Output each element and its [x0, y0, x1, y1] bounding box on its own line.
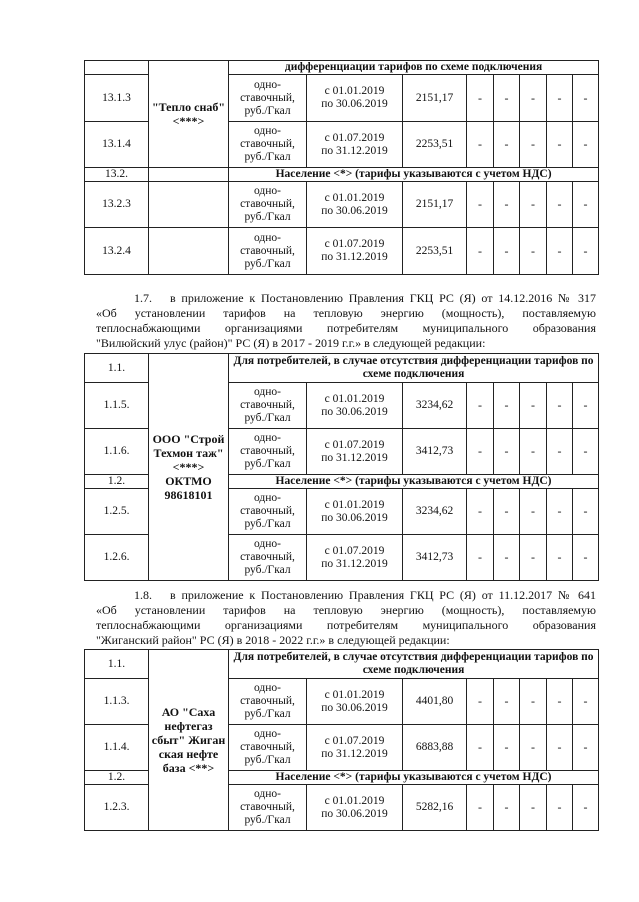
tariff-table-3 [84, 649, 599, 831]
section-header: Население <*> (тарифы указываются с учетом НДС) [229, 168, 599, 182]
empty-value: - [573, 383, 599, 429]
tariff-value: 5282,16 [403, 785, 467, 831]
empty-value: - [573, 785, 599, 831]
row-number [85, 61, 149, 75]
unit-cell: одно- ставочный, руб./Гкал [229, 228, 307, 275]
row-number: 13.1.3 [85, 75, 149, 122]
empty-value: - [547, 785, 573, 831]
tariff-table-2 [84, 353, 599, 581]
empty-value: - [520, 122, 547, 168]
row-number: 1.2. [85, 475, 149, 489]
row-number: 1.1.5. [85, 383, 149, 429]
organization-cell [149, 228, 229, 275]
row-number: 1.1.4. [85, 725, 149, 771]
empty-value: - [547, 489, 573, 535]
empty-value: - [494, 383, 520, 429]
unit-cell: одно- ставочный, руб./Гкал [229, 725, 307, 771]
table-row [85, 182, 599, 228]
empty-value: - [494, 725, 520, 771]
unit-cell: одно- ставочный, руб./Гкал [229, 383, 307, 429]
period-cell: с 01.07.2019 по 31.12.2019 [307, 535, 403, 581]
empty-value: - [520, 725, 547, 771]
organization-name: АО "Саха нефтегаз сбыт" Жиган ская нефте база <**> [149, 650, 229, 831]
empty-value: - [467, 228, 494, 275]
empty-value: - [520, 535, 547, 581]
amendment-paragraph-1-8 [96, 588, 596, 648]
paragraph-number: 1.8. [134, 588, 152, 602]
empty-value: - [520, 383, 547, 429]
empty-value: - [547, 75, 573, 122]
tariff-table-1 [84, 60, 599, 275]
period-cell: с 01.01.2019 по 30.06.2019 [307, 383, 403, 429]
unit-cell: одно- ставочный, руб./Гкал [229, 679, 307, 725]
table-row [85, 168, 599, 182]
row-number: 1.1. [85, 354, 149, 383]
paragraph-line: теплоснабжающими организациями потребителям муниципального образования [96, 321, 596, 335]
table-row [85, 61, 599, 75]
empty-value: - [494, 75, 520, 122]
row-number: 13.2.3 [85, 182, 149, 228]
tariff-value: 3412,73 [403, 429, 467, 475]
table-row [85, 650, 599, 679]
period-cell: с 01.07.2019 по 31.12.2019 [307, 429, 403, 475]
empty-value: - [573, 182, 599, 228]
empty-value: - [520, 429, 547, 475]
empty-value: - [547, 228, 573, 275]
tariff-value: 2151,17 [403, 182, 467, 228]
unit-cell: одно- ставочный, руб./Гкал [229, 785, 307, 831]
empty-value: - [573, 489, 599, 535]
paragraph-line: 1.8. в приложение к Постановлению Правления ГКЦ РС (Я) от 11.12.2017 № 641 [134, 588, 596, 602]
empty-value: - [467, 725, 494, 771]
empty-value: - [520, 489, 547, 535]
paragraph-line: «Об установлении тарифов на тепловую энергию (мощность), поставляемую [96, 603, 596, 617]
organization-cell [149, 182, 229, 228]
empty-value: - [467, 182, 494, 228]
row-number: 1.1. [85, 650, 149, 679]
period-cell: с 01.01.2019 по 30.06.2019 [307, 785, 403, 831]
paragraph-line: "Жиганский район" РС (Я) в 2018 - 2022 г.г.» в следующей редакции: [96, 633, 450, 647]
empty-value: - [520, 182, 547, 228]
empty-value: - [547, 182, 573, 228]
section-header: Население <*> (тарифы указываются с учетом НДС) [229, 771, 599, 785]
paragraph-line: теплоснабжающими организациями потребителям муниципального образования [96, 618, 596, 632]
paragraph-line: "Вилюйский улус (район)" РС (Я) в 2017 - 2019 г.г.» в следующей редакции: [96, 336, 486, 350]
empty-value: - [520, 785, 547, 831]
empty-value: - [547, 383, 573, 429]
empty-value: - [494, 228, 520, 275]
empty-value: - [520, 75, 547, 122]
organization-name: "Тепло снаб" <***> [149, 61, 229, 168]
row-number: 13.1.4 [85, 122, 149, 168]
tariff-value: 2151,17 [403, 75, 467, 122]
table-row [85, 228, 599, 275]
empty-value: - [547, 725, 573, 771]
amendment-paragraph-1-7 [96, 291, 596, 351]
empty-value: - [573, 75, 599, 122]
period-cell: с 01.07.2019 по 31.12.2019 [307, 122, 403, 168]
empty-value: - [467, 429, 494, 475]
empty-value: - [573, 679, 599, 725]
empty-value: - [520, 228, 547, 275]
row-number: 1.1.3. [85, 679, 149, 725]
unit-cell: одно- ставочный, руб./Гкал [229, 429, 307, 475]
group-header: Для потребителей, в случае отсутствия дифференциации тарифов по схеме подключения [229, 354, 599, 383]
tariff-value: 3234,62 [403, 489, 467, 535]
period-cell: с 01.01.2019 по 30.06.2019 [307, 679, 403, 725]
empty-value: - [494, 535, 520, 581]
unit-cell: одно- ставочный, руб./Гкал [229, 122, 307, 168]
empty-value: - [467, 679, 494, 725]
tariff-value: 4401,80 [403, 679, 467, 725]
row-number: 1.2. [85, 771, 149, 785]
empty-value: - [573, 429, 599, 475]
empty-value: - [467, 489, 494, 535]
empty-value: - [573, 725, 599, 771]
group-header: дифференциации тарифов по схеме подключения [229, 61, 599, 75]
unit-cell: одно- ставочный, руб./Гкал [229, 535, 307, 581]
unit-cell: одно- ставочный, руб./Гкал [229, 489, 307, 535]
empty-value: - [573, 535, 599, 581]
empty-value: - [467, 383, 494, 429]
period-cell: с 01.01.2019 по 30.06.2019 [307, 75, 403, 122]
empty-value: - [467, 785, 494, 831]
tariff-value: 3234,62 [403, 383, 467, 429]
row-number: 1.2.3. [85, 785, 149, 831]
empty-value: - [520, 679, 547, 725]
period-cell: с 01.07.2019 по 31.12.2019 [307, 228, 403, 275]
section-header: Население <*> (тарифы указываются с учетом НДС) [229, 475, 599, 489]
period-cell: с 01.01.2019 по 30.06.2019 [307, 489, 403, 535]
paragraph-line: «Об установлении тарифов на тепловую энергию (мощность), поставляемую [96, 306, 596, 320]
empty-value: - [494, 122, 520, 168]
row-number: 1.1.6. [85, 429, 149, 475]
period-cell: с 01.07.2019 по 31.12.2019 [307, 725, 403, 771]
organization-name: ООО "Строй Техмон таж" <***> ОКТМО 98618101 [149, 354, 229, 581]
tariff-value: 6883,88 [403, 725, 467, 771]
organization-cell [149, 168, 229, 182]
empty-value: - [467, 535, 494, 581]
empty-value: - [547, 679, 573, 725]
unit-cell: одно- ставочный, руб./Гкал [229, 182, 307, 228]
tariff-value: 2253,51 [403, 122, 467, 168]
empty-value: - [494, 429, 520, 475]
empty-value: - [467, 75, 494, 122]
tariff-value: 3412,73 [403, 535, 467, 581]
empty-value: - [547, 122, 573, 168]
paragraph-number: 1.7. [134, 291, 152, 305]
empty-value: - [494, 785, 520, 831]
group-header: Для потребителей, в случае отсутствия дифференциации тарифов по схеме подключения [229, 650, 599, 679]
empty-value: - [573, 122, 599, 168]
empty-value: - [573, 228, 599, 275]
paragraph-line: 1.7. в приложение к Постановлению Правления ГКЦ РС (Я) от 14.12.2016 № 317 [134, 291, 596, 305]
period-cell: с 01.01.2019 по 30.06.2019 [307, 182, 403, 228]
empty-value: - [494, 182, 520, 228]
empty-value: - [547, 535, 573, 581]
empty-value: - [494, 679, 520, 725]
row-number: 13.2.4 [85, 228, 149, 275]
row-number: 13.2. [85, 168, 149, 182]
row-number: 1.2.5. [85, 489, 149, 535]
table-row [85, 354, 599, 383]
empty-value: - [547, 429, 573, 475]
empty-value: - [467, 122, 494, 168]
empty-value: - [494, 489, 520, 535]
unit-cell: одно- ставочный, руб./Гкал [229, 75, 307, 122]
row-number: 1.2.6. [85, 535, 149, 581]
tariff-value: 2253,51 [403, 228, 467, 275]
